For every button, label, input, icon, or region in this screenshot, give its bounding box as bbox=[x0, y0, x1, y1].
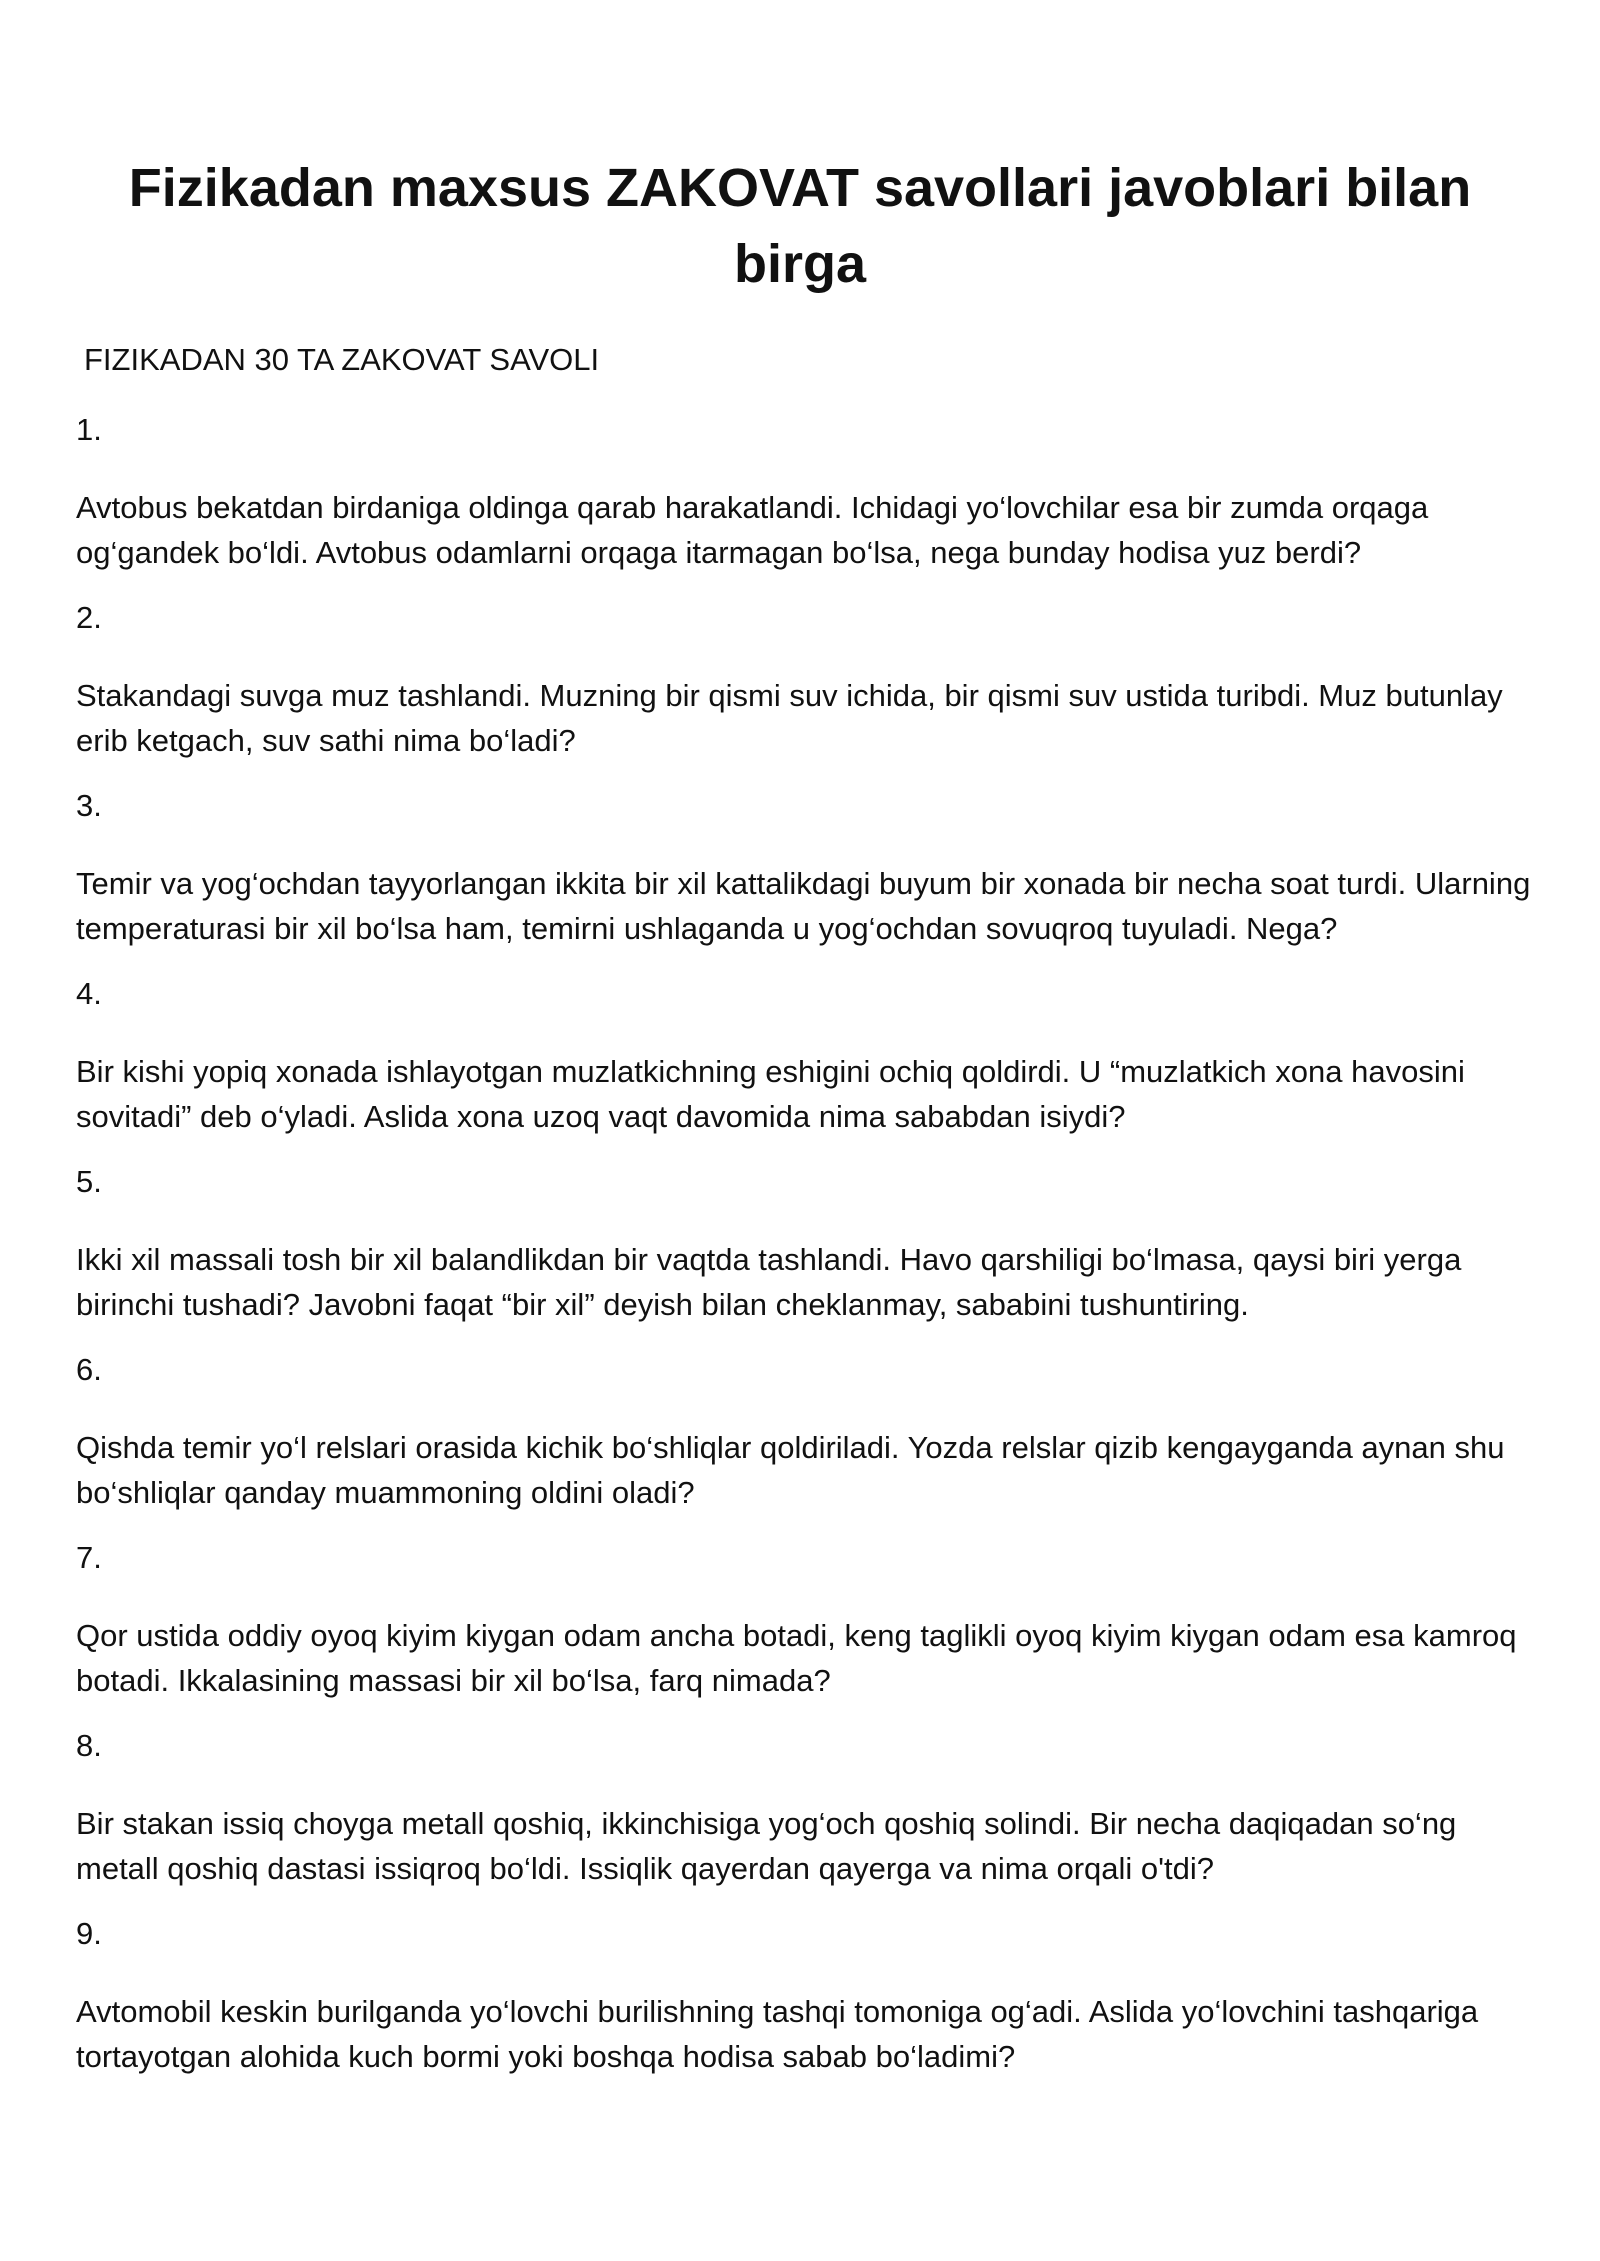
question-text: Bir stakan issiq choyga metall qoshiq, ikkinchisiga yog‘och qoshiq solindi. Bir necha daqiqadan so‘ng metall qoshiq dastasi issiqroq bo‘ldi. Issiqlik qayerdan qayerga va nima orqali o'tdi? bbox=[76, 1806, 1457, 1886]
question-text: Temir va yog‘ochdan tayyorlangan ikkita bir xil kattalikdagi buyum bir xonada bir necha soat turdi. Ularning temperaturasi bir xil bo‘lsa ham, temirni ushlaganda u yog‘ochdan sovuqroq tuyuladi. Nega? bbox=[76, 866, 1531, 946]
question-item bbox=[76, 1914, 1536, 2079]
document-title: Fizikadan maxsus ZAKOVAT savollari javoblari bilan birga bbox=[128, 158, 1472, 294]
question-number: 6. bbox=[76, 1352, 102, 1387]
question-number: 2. bbox=[76, 600, 102, 635]
question-item bbox=[76, 974, 1536, 1139]
question-text: Bir kishi yopiq xonada ishlayotgan muzlatkichning eshigini ochiq qoldirdi. U “muzlatkich xona havosini sovitadi” deb o‘yladi. Aslida xona uzoq vaqt davomida nima sababdan isiydi? bbox=[76, 1054, 1465, 1134]
question-item bbox=[76, 598, 1536, 763]
question-number: 3. bbox=[76, 788, 102, 823]
question-item bbox=[76, 1162, 1536, 1327]
question-item bbox=[76, 1350, 1536, 1515]
question-text: Qor ustida oddiy oyoq kiyim kiygan odam ancha botadi, keng taglikli oyoq kiyim kiygan odam esa kamroq botadi. Ikkalasining massasi bir xil bo‘lsa, farq nimada? bbox=[76, 1618, 1517, 1698]
question-number: 7. bbox=[76, 1540, 102, 1575]
question-number: 4. bbox=[76, 976, 102, 1011]
question-list bbox=[76, 410, 1536, 2102]
question-text: Qishda temir yo‘l relslari orasida kichik bo‘shliqlar qoldiriladi. Yozda relslar qizib kengayganda aynan shu bo‘shliqlar qanday muammoning oldini oladi? bbox=[76, 1430, 1505, 1510]
question-text: Avtomobil keskin burilganda yo‘lovchi burilishning tashqi tomoniga og‘adi. Aslida yo‘lovchini tashqariga tortayotgan alohida kuch bormi yoki boshqa hodisa sabab bo‘ladimi? bbox=[76, 1994, 1479, 2074]
question-number: 8. bbox=[76, 1728, 102, 1763]
question-text: Ikki xil massali tosh bir xil balandlikdan bir vaqtda tashlandi. Havo qarshiligi bo‘lmasa, qaysi biri yerga birinchi tushadi? Javobni faqat “bir xil” deyish bilan cheklanmay, sababini tushuntiring. bbox=[76, 1242, 1462, 1322]
question-number: 1. bbox=[76, 412, 102, 447]
question-number: 9. bbox=[76, 1916, 102, 1951]
question-text: Stakandagi suvga muz tashlandi. Muzning bir qismi suv ichida, bir qismi suv ustida turibdi. Muz butunlay erib ketgach, suv sathi nima bo‘ladi? bbox=[76, 678, 1503, 758]
question-item bbox=[76, 1726, 1536, 1891]
question-text: Avtobus bekatdan birdaniga oldinga qarab harakatlandi. Ichidagi yo‘lovchilar esa bir zumda orqaga og‘gandek bo‘ldi. Avtobus odamlarni orqaga itarmagan bo‘lsa, nega bunday hodisa yuz berdi? bbox=[76, 490, 1429, 570]
document-subtitle: FIZIKADAN 30 TA ZAKOVAT SAVOLI bbox=[84, 342, 600, 377]
question-item bbox=[76, 786, 1536, 951]
question-number: 5. bbox=[76, 1164, 102, 1199]
question-item bbox=[76, 1538, 1536, 1703]
question-item bbox=[76, 410, 1536, 575]
